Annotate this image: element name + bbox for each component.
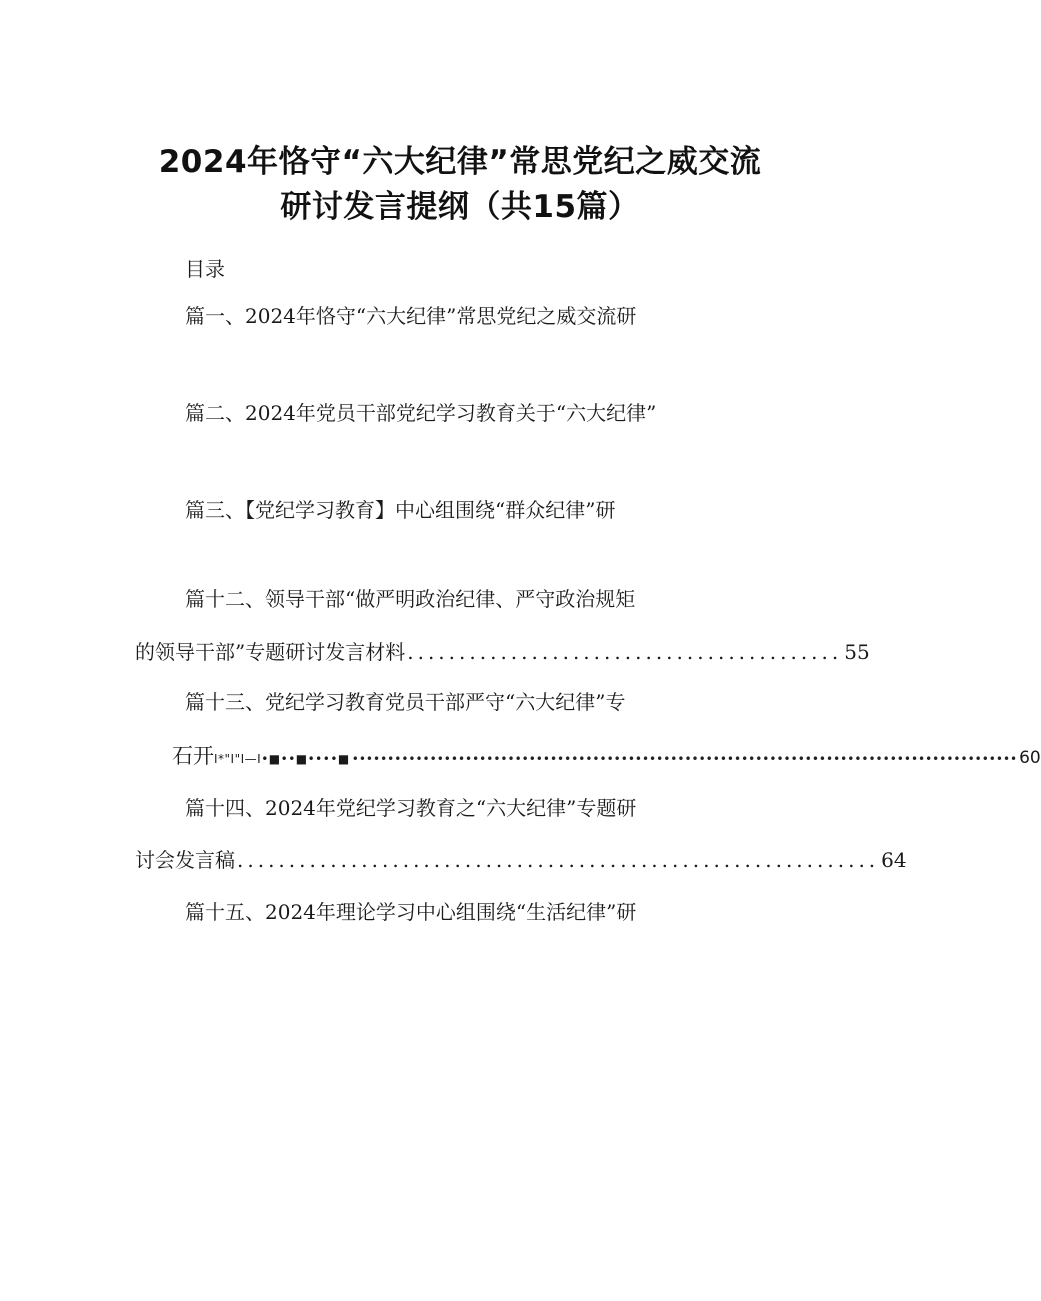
toc-entry-3[interactable]: 篇三、【党纪学习教育】中心组围绕“群众纪律”研 <box>185 498 616 522</box>
document-title-line-2: 研讨发言提纲（共15篇） <box>280 189 640 225</box>
toc-dot-leader: .......................................... <box>407 640 843 664</box>
toc-entry-12-cont-text: 的领导干部”专题研讨发言材料 <box>135 640 406 664</box>
toc-entry-12[interactable]: 篇十二、领导干部“做严明政治纪律、严守政治规矩 <box>185 587 636 611</box>
toc-entry-14[interactable]: 篇十四、2024年党纪学习教育之“六大纪律”专题研 <box>185 796 637 820</box>
toc-dot-leader: .............................................................. <box>237 848 880 872</box>
toc-entry-12-continuation[interactable] <box>135 638 870 666</box>
toc-entry-15[interactable]: 篇十五、2024年理论学习中心组围绕“生活纪律”研 <box>185 900 637 924</box>
toc-entry-14-continuation[interactable] <box>135 846 907 874</box>
toc-entry-2[interactable]: 篇二、2024年党员干部党纪学习教育关于“六大纪律” <box>185 401 657 425</box>
toc-entry-13-cont-text: 石开 <box>172 744 214 768</box>
toc-entry-1[interactable]: 篇一、2024年恪守“六大纪律”常思党纪之威交流研 <box>185 304 637 328</box>
toc-entry-13-continuation[interactable] <box>172 742 1041 773</box>
toc-entry-13[interactable]: 篇十三、党纪学习教育党员干部严守“六大纪律”专 <box>185 690 626 714</box>
toc-page-number: 55 <box>844 640 870 664</box>
toc-page-number: 60 <box>1019 748 1041 768</box>
toc-page-number: 64 <box>881 848 907 872</box>
garbled-text: I*"I"I—I•■••■••••■ <box>214 752 350 766</box>
toc-heading: 目录 <box>185 257 225 281</box>
toc-entry-14-cont-text: 讨会发言稿 <box>135 848 235 872</box>
toc-dot-leader: •••••••••••••••••••••••••••••••••••••••••••••••••••••••••••••••••••••••••••••••••••••••••••••• <box>351 752 1018 766</box>
document-title-line-1: 2024年恪守“六大纪律”常思党纪之威交流 <box>158 144 762 180</box>
